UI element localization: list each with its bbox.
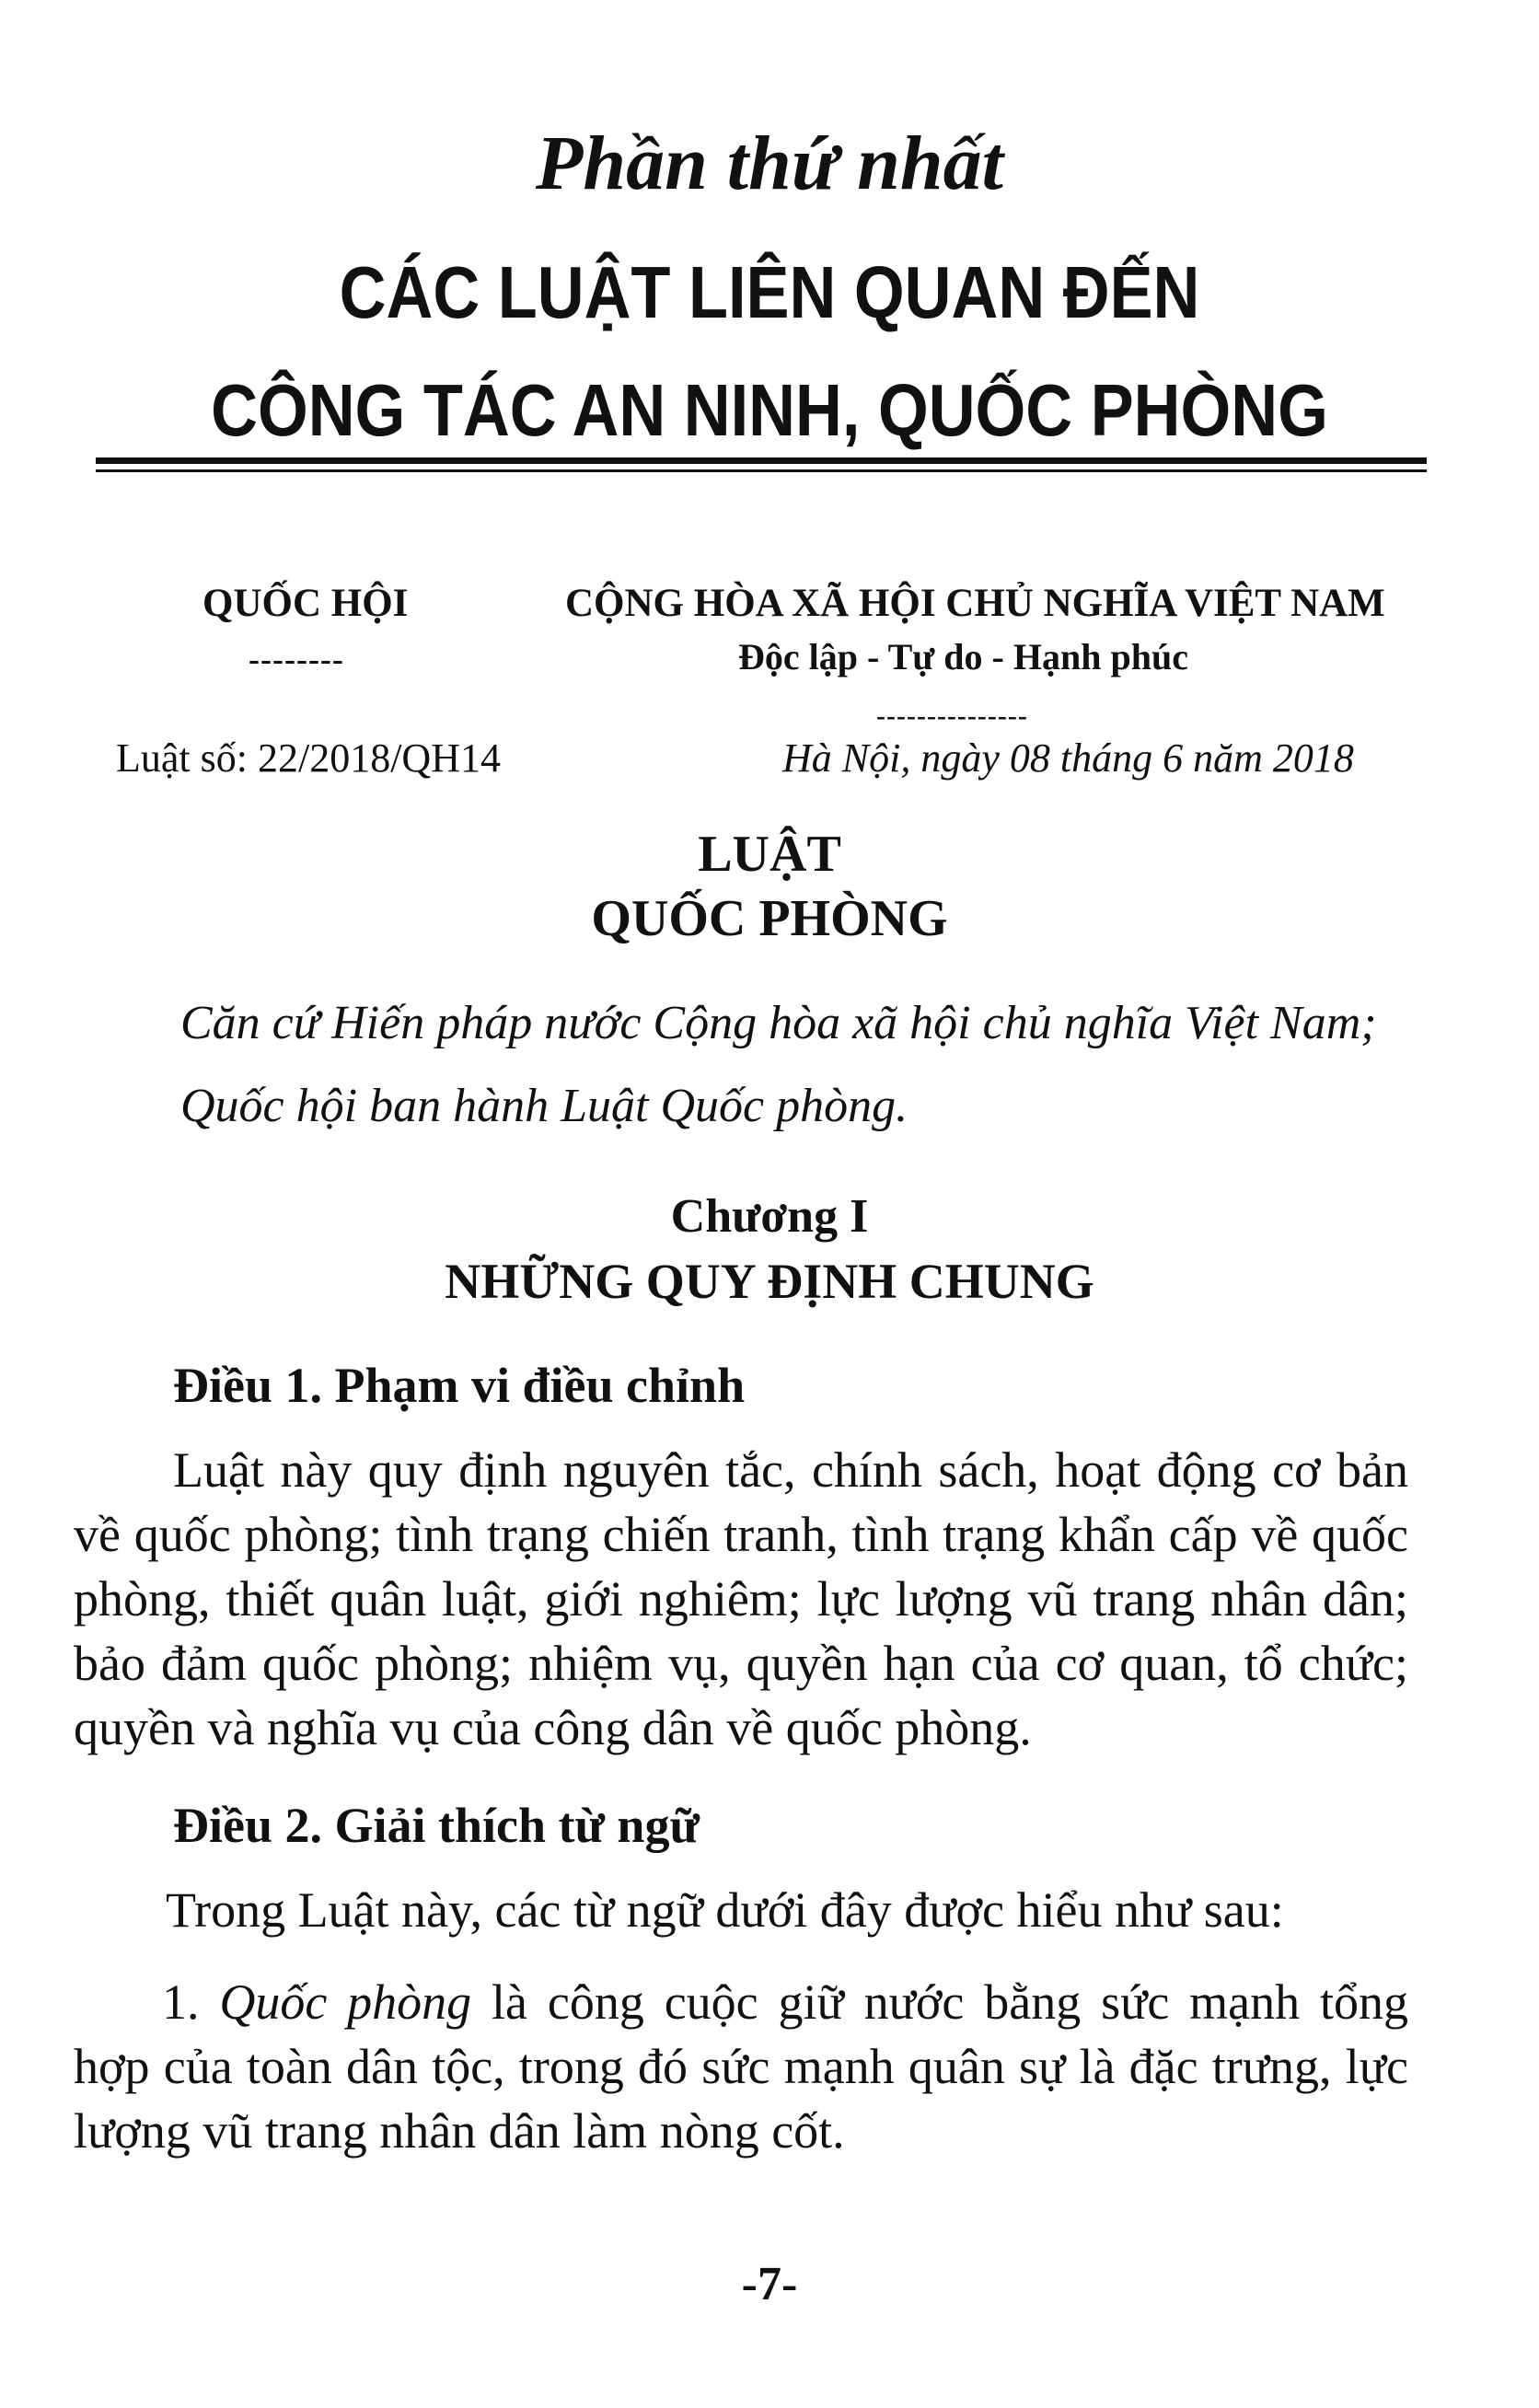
- republic-name: CỘNG HÒA XÃ HỘI CHỦ NGHĨA VIỆT NAM: [565, 582, 1385, 625]
- defined-term: Quốc phòng: [219, 1974, 472, 2030]
- preamble-line1: Căn cứ Hiến pháp nước Cộng hòa xã hội chủ nghĩa Việt Nam;: [180, 997, 1377, 1049]
- issuer: QUỐC HỘI: [202, 582, 409, 625]
- motto-divider: ---------------: [876, 700, 1028, 731]
- article-2-intro: Trong Luật này, các từ ngữ dưới đây được hiểu như sau:: [166, 1882, 1284, 1938]
- page-number: -7-: [741, 2258, 798, 2310]
- place-date: Hà Nội, ngày 08 tháng 6 năm 2018: [782, 735, 1354, 781]
- law-number: Luật số: 22/2018/QH14: [116, 735, 501, 781]
- law-name: QUỐC PHÒNG: [591, 890, 948, 947]
- chapter-title: NHỮNG QUY ĐỊNH CHUNG: [445, 1254, 1094, 1309]
- item-number: 1.: [162, 1974, 200, 2030]
- item-definition: là công cuộc giữ nước bằng sức mạnh tổng hợp của toàn dân tộc, trong đó sức mạnh quân sự là đặc trưng, lực lượng vũ trang nhân dân làm nòng cốt.: [74, 1974, 1409, 2159]
- heading-rule-thin: [96, 469, 1427, 472]
- article-1-heading: Điều 1. Phạm vi điều chỉnh: [173, 1358, 746, 1413]
- article-2-heading: Điều 2. Giải thích từ ngữ: [173, 1798, 700, 1853]
- issuer-divider: --------: [249, 641, 344, 677]
- main-heading-line2: CÔNG TÁC AN NINH, QUỐC PHÒNG: [211, 369, 1328, 451]
- article-1-text: Luật này quy định nguyên tắc, chính sách, hoạt động cơ bản về quốc phòng; tình trạng chiến tranh, tình trạng khẩn cấp về quốc phòng, thiết quân luật, giới nghiêm; lực lượng vũ trang nhân dân; bảo đảm quốc phòng; nhiệm vụ, quyền hạn của cơ quan, tổ chức; quyền và nghĩa vụ của công dân về quốc phòng.: [74, 1442, 1408, 1755]
- article-2-item-1: [74, 1970, 1408, 2163]
- main-heading-line1: CÁC LUẬT LIÊN QUAN ĐẾN: [339, 251, 1200, 333]
- chapter-label: Chương I: [670, 1190, 869, 1243]
- heading-rule-thick: [96, 457, 1427, 464]
- preamble-line2: Quốc hội ban hành Luật Quốc phòng.: [180, 1080, 908, 1132]
- national-motto: Độc lập - Tự do - Hạnh phúc: [738, 636, 1188, 677]
- law-type: LUẬT: [698, 826, 841, 883]
- part-title: Phần thứ nhất: [536, 121, 1003, 206]
